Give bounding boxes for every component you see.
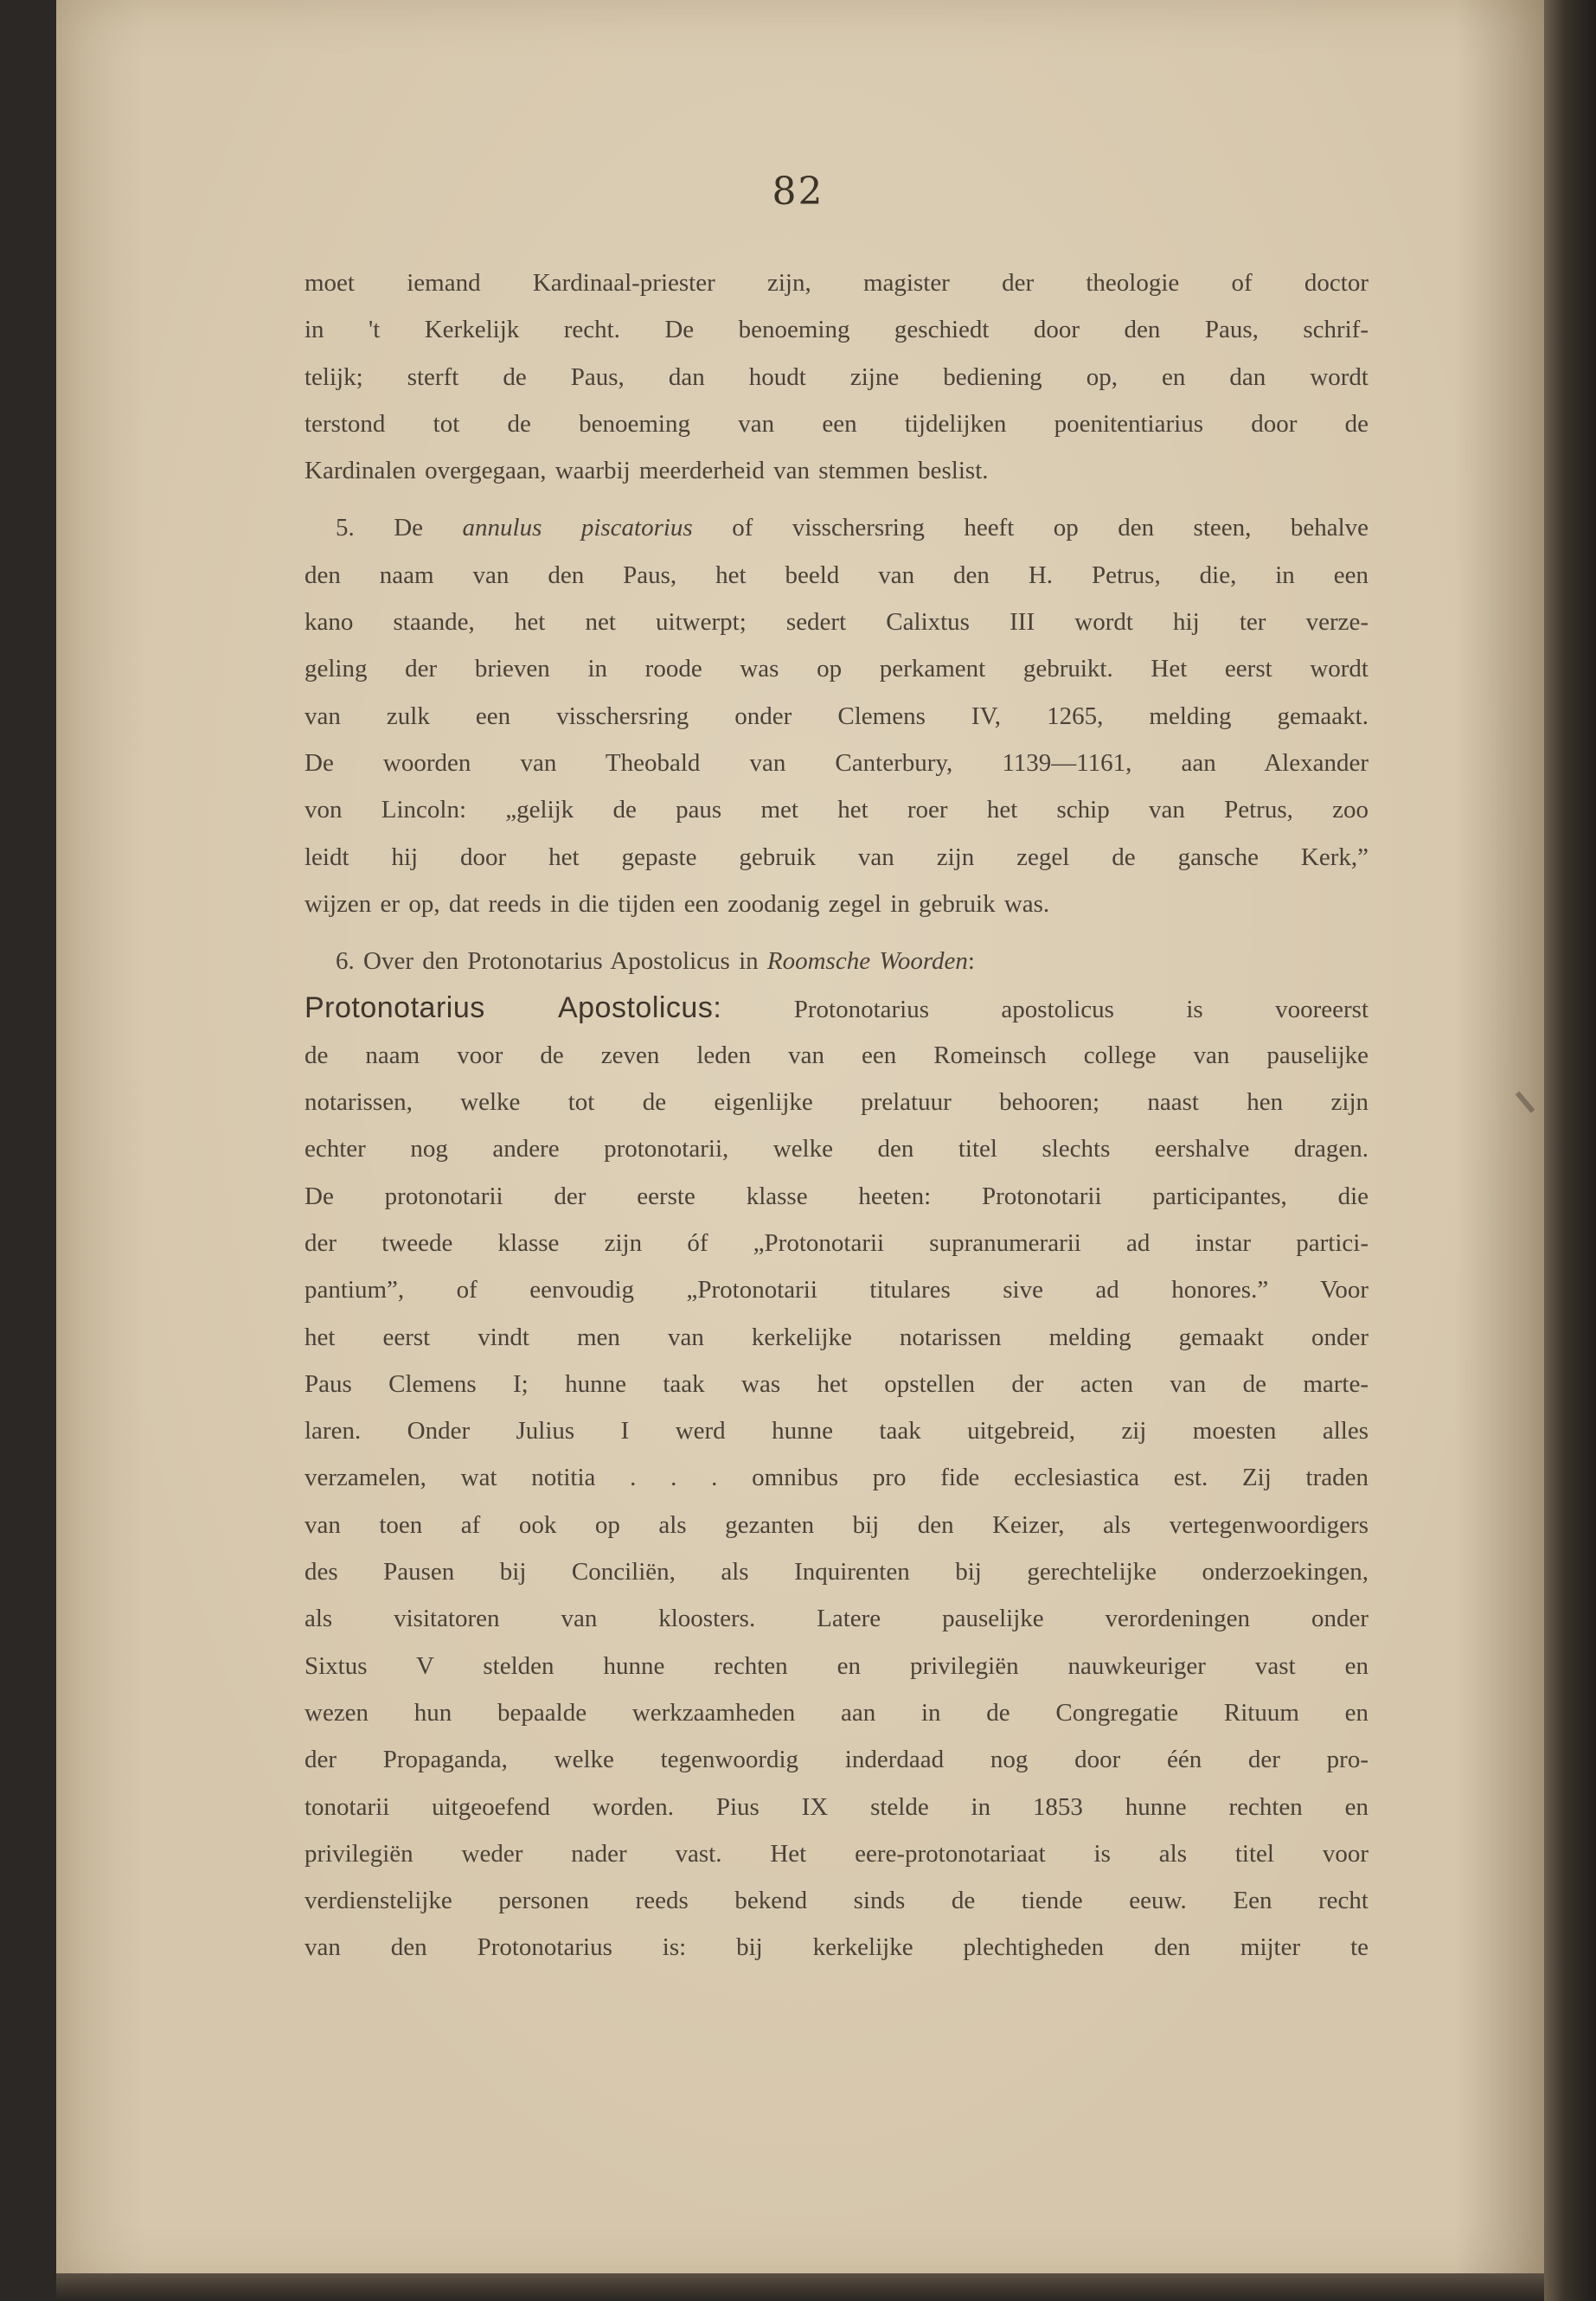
- entry-first-line: Protonotarius Apostolicus: Protonotarius apostolicus is vooreerst: [304, 991, 1369, 1025]
- text-line: als visitatoren van kloosters. Latere pauselijke verordeningen onder: [304, 1605, 1368, 1633]
- page-number: 82: [772, 170, 824, 214]
- text-line: echter nog andere protonotarii, welke den titel slechts eershalve dragen.: [304, 1135, 1368, 1163]
- latin-term: annulus piscatorius: [462, 514, 693, 542]
- text-line: verzamelen, wat notitia . . . omnibus pro fide ecclesiastica est. Zij traden: [304, 1464, 1368, 1492]
- text-line: Kardinalen overgegaan, waarbij meerderheid van stemmen beslist.: [304, 457, 989, 485]
- text-line: geling der brieven in roode was op perkament gebruikt. Het eerst wordt: [304, 655, 1368, 683]
- body-text: [304, 260, 1368, 1971]
- item-6-line: 6. Over den Protonotarius Apostolicus in Roomsche Woorden:: [336, 947, 975, 976]
- text-line: van toen af ook op als gezanten bij den Keizer, als vertegenwoordigers: [304, 1510, 1368, 1539]
- text-line: laren. Onder Julius I werd hunne taak uitgebreid, zij moesten alles: [304, 1417, 1368, 1445]
- page-edge: [1544, 0, 1596, 2301]
- item-number: 6.: [336, 947, 355, 976]
- text-line: telijk; sterft de Paus, dan houdt zijne bediening op, en dan wordt: [304, 362, 1368, 391]
- source-title: Roomsche Woorden: [766, 947, 968, 976]
- text-line: kano staande, het net uitwerpt; sedert Calixtus III wordt hij ter verze-: [304, 608, 1368, 637]
- text-line: het eerst vindt men van kerkelijke notarissen melding gemaakt onder: [304, 1323, 1368, 1351]
- entry-headword: Protonotarius Apostolicus:: [304, 991, 722, 1025]
- text-line: pantium”, of eenvoudig „Protonotarii titulares sive ad honores.” Voor: [304, 1276, 1368, 1304]
- text-line: van den Protonotarius is: bij kerkelijke plechtigheden den mijter te: [304, 1933, 1368, 1962]
- text-line: den naam van den Paus, het beeld van den H. Petrus, die, in een: [304, 561, 1368, 589]
- text-line: De protonotarii der eerste klasse heeten: Protonotarii participantes, die: [304, 1182, 1368, 1210]
- text-line: wezen hun bepaalde werkzaamheden aan in de Congregatie Rituum en: [304, 1698, 1368, 1727]
- text-line: wijzen er op, dat reeds in die tijden een zoodanig zegel in gebruik was.: [304, 889, 1050, 918]
- text-line: leidt hij door het gepaste gebruik van zijn zegel de gansche Kerk,”: [304, 843, 1368, 871]
- text-line: Sixtus V stelden hunne rechten en privilegiën nauwkeuriger vast en: [304, 1651, 1368, 1680]
- text-line: moet iemand Kardinaal-priester zijn, magister der theologie of doctor: [304, 269, 1368, 297]
- text-line: van zulk een visschersring onder Clemens IV, 1265, melding gemaakt.: [304, 702, 1368, 730]
- text-line: in 't Kerkelijk recht. De benoeming geschiedt door den Paus, schrif-: [304, 316, 1368, 344]
- text-line: der tweede klasse zijn óf „Protonotarii supranumerarii ad instar partici-: [304, 1228, 1368, 1257]
- scan-border: [56, 2273, 1544, 2301]
- item-5-first-line: 5. De annulus piscatorius of visschersring heeft op den steen, behalve: [336, 514, 1369, 542]
- text-line: notarissen, welke tot de eigenlijke prelatuur behooren; naast hen zijn: [304, 1088, 1368, 1117]
- text-line: Paus Clemens I; hunne taak was het opstellen der acten van de marte-: [304, 1369, 1368, 1398]
- text-line: privilegiën weder nader vast. Het eere-protonotariaat is als titel voor: [304, 1839, 1368, 1868]
- text-line: De woorden van Theobald van Canterbury, 1139—1161, aan Alexander: [304, 748, 1368, 777]
- text-line: der Propaganda, welke tegenwoordig inderdaad nog door één der pro-: [304, 1746, 1368, 1774]
- text-line: tonotarii uitgeoefend worden. Pius IX stelde in 1853 hunne rechten en: [304, 1792, 1368, 1821]
- text-line: des Pausen bij Conciliën, als Inquirenten bij gerechtelijke onderzoekingen,: [304, 1558, 1368, 1586]
- text-line: von Lincoln: „gelijk de paus met het roer het schip van Petrus, zoo: [304, 796, 1368, 824]
- item-number: 5.: [336, 514, 355, 542]
- text-line: verdienstelijke personen reeds bekend sinds de tiende eeuw. Een recht: [304, 1887, 1368, 1915]
- text-line: terstond tot de benoeming van een tijdelijken poenitentiarius door de: [304, 409, 1368, 438]
- text-line: de naam voor de zeven leden van een Romeinsch college van pauselijke: [304, 1041, 1368, 1069]
